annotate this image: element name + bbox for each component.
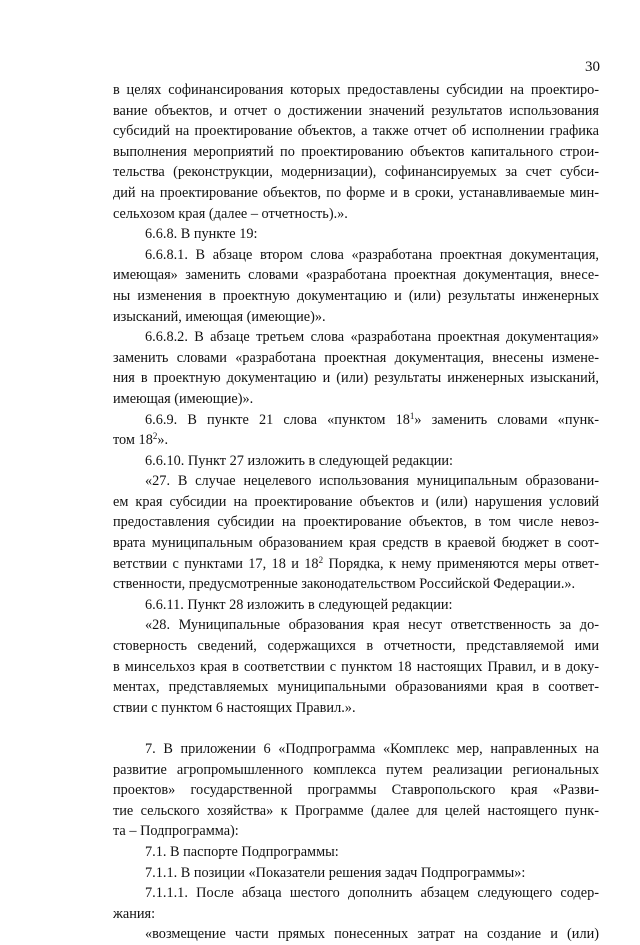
text-line: та – Подпрограмма): [113,823,239,840]
text-line: изысканий, имеющая (имеющие)». [113,308,326,325]
text-line: имеющая» заменить словами «разработана проектная документация, внесе- [113,267,599,284]
text-line: ствии с пунктом 6 настоящих Правил.». [113,699,356,716]
text-line: том $18^2$». [113,431,169,449]
text-line: ны изменения в проектную документацию и (или) результаты инженерных [113,287,599,304]
text-line: заменить словами «разработана проектная документация, внесены измене- [113,349,599,366]
text-line: ветствии с пунктами 17, 18 и $18^2$ Порядка, к нему применяются меры ответ- [113,554,599,572]
text-line: 6.6.8. В пункте 19: [145,226,258,243]
text-line: 7.1.1. В позиции «Показатели решения задач Подпрограммы»: [145,864,526,881]
text-line: выполнения мероприятий по проектированию объектов капитального строи- [113,143,599,160]
text-line: тельства (реконструкции, модернизации), софинансируемых за счет субси- [113,164,599,181]
text-line: сельхозом края (далее – отчетность).». [113,205,348,222]
text-line: ственности, предусмотренные законодательством Российской Федерации.». [113,576,576,593]
text-line: имеющая (имеющие)». [113,390,254,407]
text-line: вание объектов, и отчет о достижении значений результатов использования [113,102,599,119]
text-line: 6.6.8.1. В абзаце втором слова «разработана проектная документация, [145,246,599,263]
text-line: 6.6.11. Пункт 28 изложить в следующей редакции: [145,596,453,613]
page-number: 30 [585,59,600,75]
text-line: 6.6.8.2. В абзаце третьем слова «разработана проектная документация» [145,329,599,346]
text-line: субсидий на проектирование объектов, а также отчет об исполнении графика [113,123,599,140]
text-line: дий на проектирование объектов, по форме и в сроки, устанавливаемые мин- [113,184,599,201]
text-line: тие сельского хозяйства» к Программе (далее для целей настоящего пунк- [113,802,599,819]
text-line: стоверность сведений, содержащихся в отчетности, представляемой ими [113,638,599,655]
text-line: 7. В приложении 6 «Подпрограмма «Комплекс мер, направленных на [145,741,599,757]
text-line: ния в проектную документацию и (или) результаты инженерных изысканий, [113,370,599,387]
text-line: 6.6.9. В пункте 21 слова «пунктом $18^1$» заменить словами «пунк- [145,410,599,428]
text-line: предоставления субсидии на проектирование объектов, в том числе невоз- [113,514,599,531]
text-line: проектов» государственной программы Ставропольского края «Разви- [113,782,599,799]
text-line: «27. В случае нецелевого использования муниципальным образовани- [145,473,599,490]
text-line: врата муниципальным образованием края средств в краевой бюджет в соот- [113,535,599,552]
document-body [113,80,599,945]
text-line: 6.6.10. Пункт 27 изложить в следующей редакции: [145,452,454,469]
text-line: жания: [113,905,156,922]
text-line: ем края субсидии на проектирование объектов и (или) нарушения условий [113,493,599,510]
text-line: 7.1. В паспорте Подпрограммы: [145,843,339,860]
text-line: развитие агропромышленного комплекса путем реализации региональных [113,761,599,778]
text-line: «28. Муниципальные образования края несут ответственность за до- [145,617,599,634]
paragraph-gap [113,718,599,739]
text-line: в минсельхоз края в соответствии с пунктом 18 настоящих Правил, и в доку- [113,658,599,675]
text-line: ментах, представляемых муниципальными образованиями края в соответ- [113,679,599,696]
text-line: «возмещение части прямых понесенных затрат на создание и (или) [145,926,599,943]
text-line: в целях софинансирования которых предоставлены субсидии на проектиро- [113,82,599,98]
text-line: 7.1.1.1. После абзаца шестого дополнить абзацем следующего содер- [145,885,599,902]
